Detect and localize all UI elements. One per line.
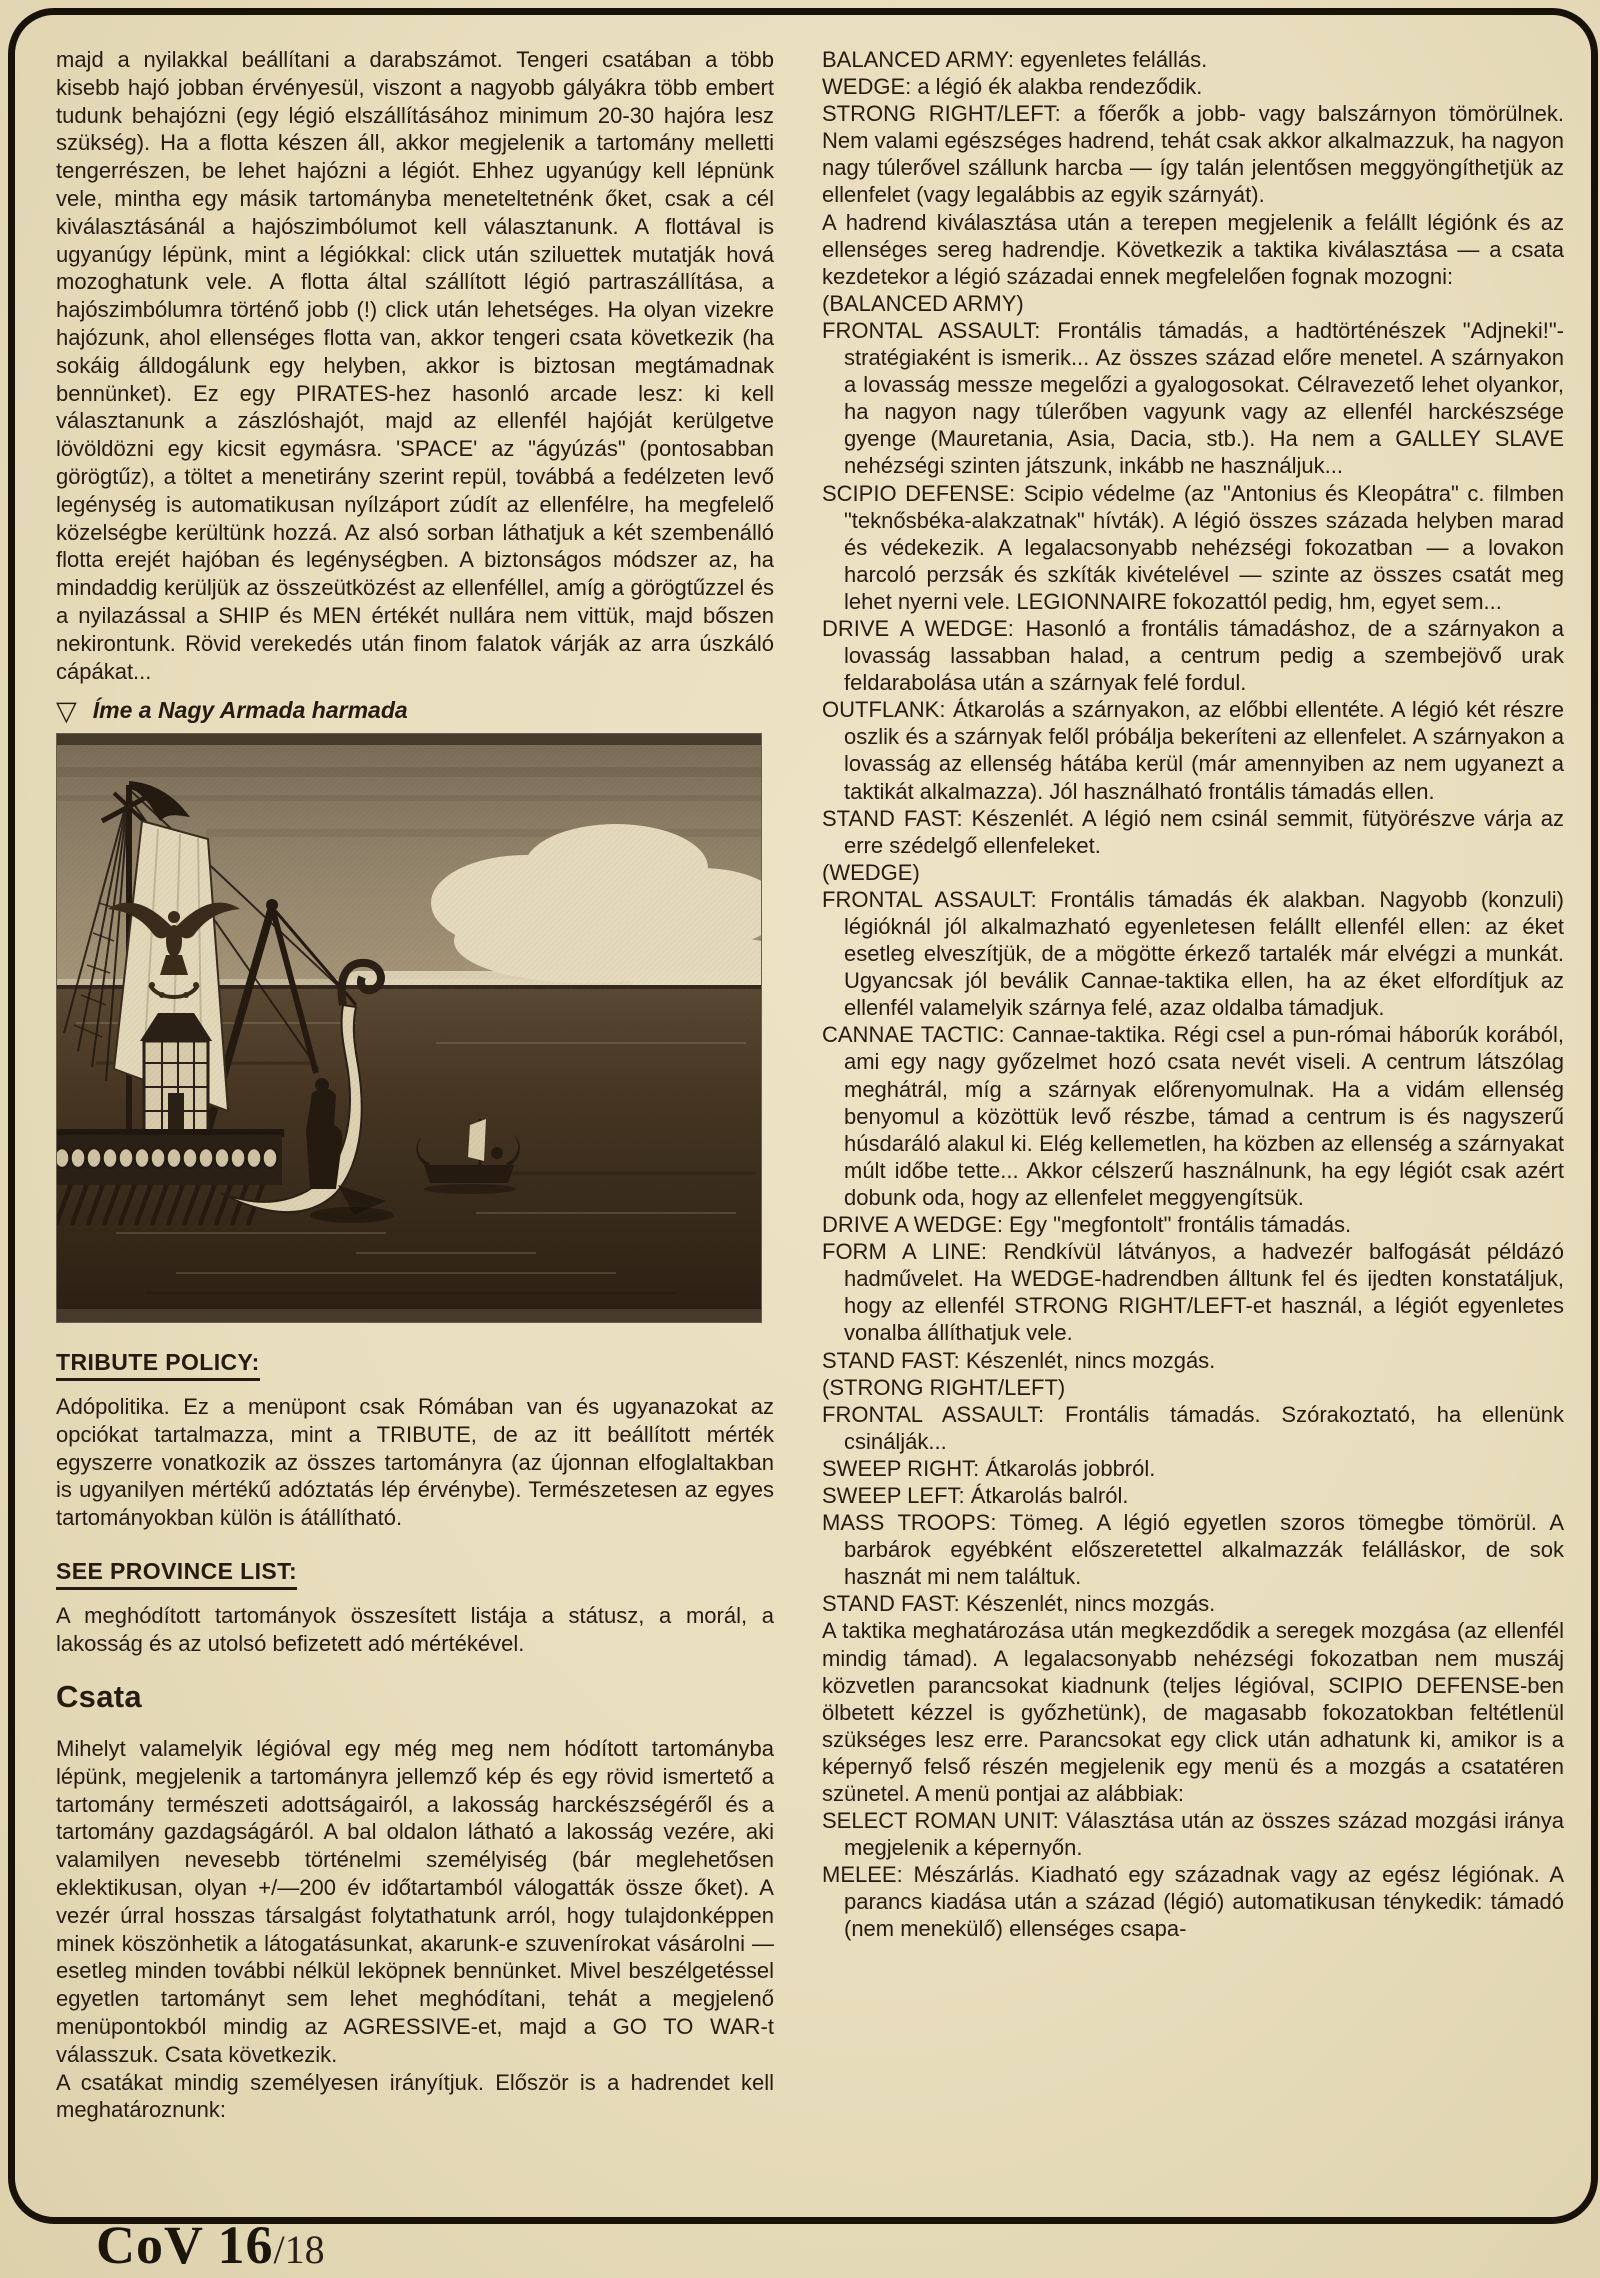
tactic-entry: A taktika meghatározása után megkezdődik a seregek mozgása (az ellenfél mindig támad). A legalacsonyabb nehézségi fokozatban nem muszáj közvetlen parancsokat kiadnunk (teljes légióval, SCIPIO DEFENSE-ben ölbetett kézzel is győzhetünk), de magasabb fokozatokban feltétlenül szükséges lesz erre. Parancsokat egy click után adhatunk ki, amikor is a képernyő felső részén megjelenik egy menü és a mozgás a csatatéren szünetel. A menü pontjai az alábbiak:: [822, 1618, 1564, 1806]
tactic-entry: STAND FAST: Készenlét. A légió nem csinál semmit, fütyörészve várja az erre szédelgő ellenfeleket.: [822, 805, 1564, 858]
page-number: /18: [273, 2227, 325, 2272]
tactic-entry: (WEDGE): [822, 859, 920, 885]
magazine-logo: CoV 16: [96, 2215, 274, 2275]
left-column: [56, 46, 774, 2124]
tactic-entry: MASS TROOPS: Tömeg. A légió egyetlen szoros tömegbe tömörül. A barbárok egyébként előszeretettel alkalmazzák felálláskor, de sok hasznát mi nem találtuk.: [822, 1510, 1564, 1590]
galley-illustration: [56, 733, 762, 1323]
tactic-entry: SWEEP LEFT: Átkarolás balról.: [822, 1482, 1129, 1508]
tactic-entry: BALANCED ARMY: egyenletes felállás.: [822, 47, 1208, 72]
tactic-entry: CANNAE TACTIC: Cannae-taktika. Régi csel a pun-római háborúk korából, ami egy nagy győzelmet hozó csata nevét viseli. A centrum látszólag meghátrál, míg a szárnyak előrenyomulnak. Ha a vidám ellenség benyomul a közöttük levő részbe, támad a centrum is és nagyszerű húsdaráló alakul ki. Elég kellemetlen, ha közben az ellenség a szárnyakat múlt időbe tette... Akkor célszerű használnunk, ha egy légiót csak azért dobunk oda, hogy az ellenfelet meggyengítsük.: [822, 1022, 1564, 1210]
see-province-list-heading: SEE PROVINCE LIST:: [56, 1558, 774, 1586]
tactic-entry: STAND FAST: Készenlét, nincs mozgás.: [822, 1591, 1216, 1617]
tactic-entry: SELECT ROMAN UNIT: Választása után az összes század mozgási iránya megjelenik a képernyőn.: [822, 1808, 1564, 1861]
battle-intro-paragraph: Mihelyt valamelyik légióval egy még meg nem hódított tartományba lépünk, megjelenik a tartományra jellemző kép és egy rövid ismertető a tartomány természeti adottságairól, a lakosság harckészségéről és a tartomány gazdagságáról. A bal oldalon látható a lakosság vezére, aki valamilyen nevesebb történelmi személyiség (bár meglehetősen eklektikusan, olyan +/—200 év időtartamból válogatták össze őket). A vezér úrral hosszas társalgást folytathatunk arról, hogy tulajdonképpen minek köszönhetik a látogatásunkat, akarunk-e szuvenírokat vásárolni — esetleg minden további nélkül leköpnek bennünket. Mivel beszélgetéssel egyetlen tartományt sem lehet meghódítani, tehát a megjelenő menüpontokból mindig az AGRESSIVE-et, majd a GO TO WAR-t válasszuk. Csata következik.: [56, 1736, 774, 2067]
see-province-list-body: A meghódított tartományok összesített listája a státusz, a morál, a lakosság és az utolsó befizetett adó mértékével.: [56, 1602, 774, 1656]
tactic-entry: FORM A LINE: Rendkívül látványos, a hadvezér balfogását példázó hadművelet. Ha WEDGE-hadrendben álltunk fel és ijedten konstatáljuk, hogy az ellenfél STRONG RIGHT/LEFT-et használ, a légiót egyenletes vonalba állíthatjuk vele.: [822, 1239, 1564, 1346]
tactic-entry: FRONTAL ASSAULT: Frontális támadás ék alakban. Nagyobb (konzuli) légióknál jól alkalmazható egyenletesen felállt ellenfél ellen: az éket esetleg elveszítjük, de a mögötte érkező tartalék már elvégzi a munkát. Ugyancsak jól beválik Cannae-taktika ellen, ha az éket elfordítjuk az ellenfél valamelyik szárnya felé, azaz oldalba támadjuk.: [822, 886, 1564, 1021]
tactic-entry: STRONG RIGHT/LEFT: a főerők a jobb- vagy balszárnyon tömörülnek. Nem valami egészséges hadrend, tehát csak akkor alkalmazzuk, ha nagyon nagy túlerővel szállunk harcba — így talán jelentősen meggyöngíthetjük az ellenfelet (vagy legalábbis az egyik szárnyát).: [822, 101, 1564, 208]
triangle-down-icon: ▽: [56, 695, 77, 726]
tactic-entry: (STRONG RIGHT/LEFT): [822, 1374, 1066, 1400]
tactic-entry: FRONTAL ASSAULT: Frontális támadás, a hadtörténészek "Adjneki!"-stratégiaként is ismerik... Az összes század előre menetel. A szárnyakon a lovasság messze megelőzi a gyalogosokat. Célravezető lehet olyankor, ha nagyon nagy túlerőben vagyunk vagy az ellenfél harckészsége gyenge (Mauretania, Asia, Dacia, stb.). Ha nem a GALLEY SLAVE nehézségi szinten játszunk, inkább ne használjuk...: [822, 317, 1564, 479]
battle-heading: Csata: [56, 1679, 142, 1715]
tactic-entry: MELEE: Mészárlás. Kiadható egy századnak vagy az egész légiónak. A parancs kiadása után a század (légió) automatikusan ténykedik: támadó (nem menekülő) ellenséges csapa-: [822, 1862, 1564, 1942]
page-footer: [96, 2214, 325, 2276]
battle-outro-paragraph: A csatákat mindig személyesen irányítjuk. Először is a hadrendet kell meghatároznunk:: [56, 2069, 774, 2123]
tribute-policy-heading: TRIBUTE POLICY:: [56, 1349, 774, 1377]
tactic-entry: SWEEP RIGHT: Átkarolás jobbról.: [822, 1455, 1156, 1481]
tactic-entry: DRIVE A WEDGE: Egy "megfontolt" frontális támadás.: [822, 1212, 1352, 1238]
tactic-entry: STAND FAST: Készenlét, nincs mozgás.: [822, 1347, 1216, 1373]
tactic-entry: OUTFLANK: Átkarolás a szárnyakon, az előbbi ellentéte. A légió két részre oszlik és a szárnyak felől próbálja bekeríteni az ellenfelet. A szárnyakon a lovasság az ellenség hátába kerül (már amennyiben az nem ugyanezt a taktikát alkalmazza). Jól használható frontális támadás ellen.: [822, 697, 1564, 804]
caption-text: Íme a Nagy Armada harmada: [92, 697, 408, 724]
tactic-entry: A hadrend kiválasztása után a terepen megjelenik a felállt légiónk és az ellenséges sereg hadrendje. Következik a taktika kiválasztása — a csata kezdetekor a légió századai ennek megfelelően fognak mozogni:: [822, 209, 1564, 289]
right-column: [822, 46, 1564, 1943]
figure-caption: [56, 697, 774, 725]
tactic-entry: FRONTAL ASSAULT: Frontális támadás. Szórakoztató, ha ellenünk csinálják...: [822, 1401, 1564, 1454]
galley-screenshot: [56, 733, 762, 1323]
tactic-entry: SCIPIO DEFENSE: Scipio védelme (az "Antonius és Kleopátra" c. filmben "teknősbéka-alakzatnak" hívták). A légió összes százada helyben marad és védekezik. A legalacsonyabb nehézségi fokozatban — a lovakon harcoló perzsák és szkíták kivételével — szinte az összes csatát meg lehet nyerni vele. LEGIONNAIRE fokozattól pedig, hm, egyet sem...: [822, 480, 1564, 614]
tactic-entry: DRIVE A WEDGE: Hasonló a frontális támadáshoz, de a szárnyakon a lovasság lassabban halad, a centrum pedig a szembejövő urak feldarabolása után a szárnyak felé fordul.: [822, 615, 1564, 696]
tactic-entry: WEDGE: a légió ék alakba rendeződik.: [822, 74, 1203, 100]
intro-paragraph: majd a nyilakkal beállítani a darabszámot. Tengeri csatában a több kisebb hajó jobban érvényesül, viszont a nagyobb gályákra több embert tudunk behajózni (egy légió elszállításához minimum 20-30 hajóra lesz szükség). Ha a flotta készen áll, akkor megjelenik a tartomány melletti tengerrészen, be lehet hajózni a légiót. Ehhez ugyanúgy kell lépnünk vele, mintha egy másik tartományba meneteltetnénk őket, csak a cél kiválasztásánál a hajószimbólumot kell választanunk. A flottával is ugyanúgy lépünk, mint a légiókkal: click után sziluettek mutatják hová mozoghatunk vele. A flotta által szállított légió partraszállítása, a hajószimbólumra történő jobb (!) click után lehetséges. Ha olyan vizekre hajózunk, ahol ellenséges flotta van, akkor tengeri csata következik (ha sokáig álldogálunk egy helyben, akkor is biztosan megtámadnak bennünket). Ez egy PIRATES-hez hasonló arcade lesz: ki kell választanunk a zászlóshajót, majd az ellenfél hajóját kerülgetve lövöldözni egy kicsit egymásra. 'SPACE' az "ágyúzás" (pontosabban görögtűz), a töltet a menetirány szerint repül, továbbá a fedélzeten levő legénység is automatikusan nyílzáport zúdít az ellenfélre, ha megfelelő közelségbe kerültünk hozzá. Az alsó sorban láthatjuk a két szembenálló flotta erejét hajóban és legénységben. A biztonságos módszer az, ha mindaddig kerüljük az összeütközést az ellenféllel, amíg a görögtűzzel és a nyilazással a SHIP és MEN értékét nullára nem vittük, majd bőszen nekirontunk. Rövid verekedés után finom falatok várják az arra úszkáló cápákat...: [56, 47, 774, 684]
tactic-entry: (BALANCED ARMY): [822, 290, 1024, 316]
tribute-policy-body: Adópolitika. Ez a menüpont csak Rómában van és ugyanazokat az opciókat tartalmazza, mint a TRIBUTE, de az itt beállított mérték egyszerre vonatkozik az összes tartományra (az újonnan elfoglaltakban is ugyanilyen mértékű adóztatás lép érvénybe). Természetesen az egyes tartományokban külön is átállítható.: [56, 1393, 774, 1531]
